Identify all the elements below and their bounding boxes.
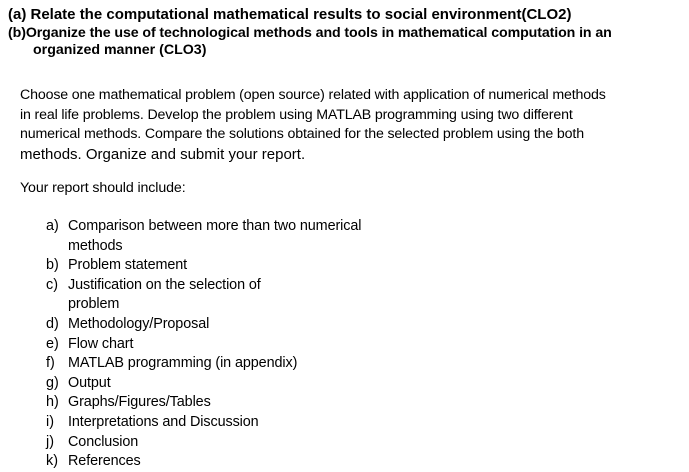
list-item-text: Problem statement [68,257,188,274]
outcome-a-heading: (a) Relate the computational mathematical results to social environment(CLO2) [8,6,572,23]
report-intro: Your report should include: [20,180,186,196]
list-item-text: Interpretations and Discussion [68,413,259,430]
list-item-letter: d) [46,315,59,332]
list-item-text: Comparison between more than two numerical methods [68,218,362,254]
task-line: in real life problems. Develop the problem using MATLAB programming using two different [20,106,573,123]
list-item-letter: e) [46,335,59,352]
list-item-letter: b) [46,257,59,274]
list-item-text: MATLAB programming (in appendix) [68,355,298,372]
list-item-text: References [68,453,141,470]
list-item-text: Output [68,374,111,391]
task-description [20,86,680,164]
list-item [46,335,368,355]
task-line: Choose one mathematical problem (open source) related with application of numerical methods [20,87,606,103]
list-item [46,413,368,433]
task-line: numerical methods. Compare the solutions obtained for the selected problem using the both [20,126,584,142]
list-item [46,393,368,413]
list-item-letter: c) [46,276,58,293]
list-item [46,433,368,453]
outcome-b-heading-continued: organized manner (CLO3) [33,42,207,58]
list-item-text: Justification on the selection of problem [68,276,261,313]
list-item-text: Graphs/Figures/Tables [68,394,211,411]
list-item-letter: i) [46,413,54,430]
list-item-letter: k) [46,453,58,470]
list-item [46,217,368,256]
task-line: methods. Organize and submit your report. [20,145,306,163]
list-item-text: Flow chart [68,335,134,352]
list-item-letter: h) [46,394,59,411]
list-item-text: Conclusion [68,433,139,450]
list-item-letter: j) [46,433,54,450]
learning-outcomes-heading [8,6,684,59]
list-item-letter: f) [46,355,55,372]
list-item [46,354,368,374]
list-item [46,452,368,472]
list-item-letter: g) [46,374,59,391]
list-item-letter: a) [46,218,59,234]
list-item-text: Methodology/Proposal [68,315,210,332]
list-item [46,374,368,394]
list-item [46,256,368,276]
list-item [46,276,368,315]
outcome-b-heading: (b)Organize the use of technological methods and tools in mathematical computation in an [8,25,612,41]
report-requirements-list [46,217,368,472]
list-item [46,315,368,335]
